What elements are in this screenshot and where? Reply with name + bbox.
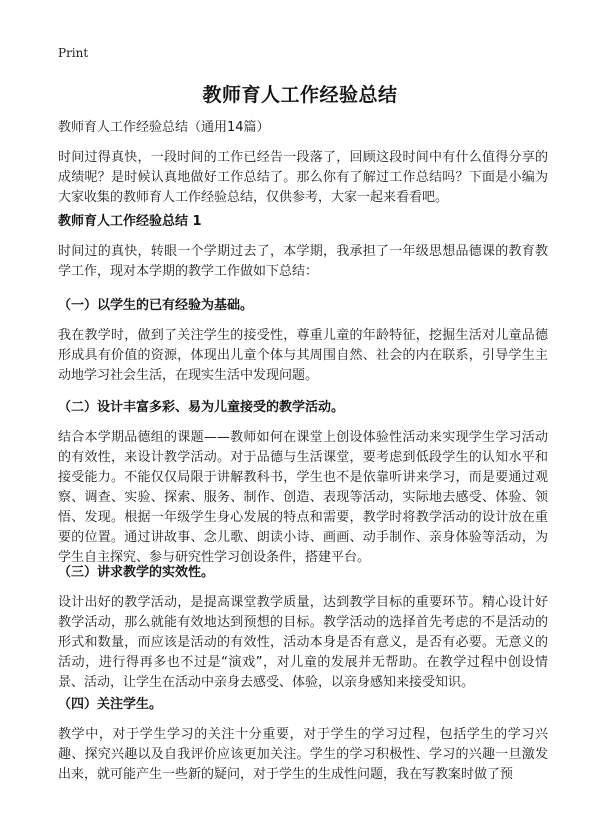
point-paragraph: 结合本学期品德组的课题——教师如何在课堂上创设体验性活动来实现学生学习活动的有效性，来设计教学活动。对于品德与生活课堂，要考虑到低段学生的认知水平和接受能力。不能仅仅局限于讲解教科书，学生也不是依靠听讲来学习，而是要通过观察、调查、实验、探索、服务、制作、创造、表现等活动，实际地去感受、体验、领悟、发现。根据一年级学生身心发展的特点和需要，教学时将教学活动的设计放在重要的位置。通过讲故事、念儿歌、朗读小诗、画画、动手制作、亲身体验等活动，为学生自主探究、参与研究性学习创设条件，搭建平台。 — [58, 430, 548, 565]
point-heading: （一）以学生的已有经验为基础。 — [58, 298, 254, 313]
page-title: 教师育人工作经验总结 — [202, 84, 398, 106]
point-heading: （三）讲求教学的实效性。 — [58, 565, 215, 580]
intro-paragraph: 时间过得真快，一段时间的工作已经告一段落了，回顾这段时间中有什么值得分享的成绩呢？是时候认真地做好工作总结了。那么你有了解过工作总结吗？下面是小编为大家收集的教师育人工作经验总结，仅供参考，大家一起来看看吧。 — [58, 150, 548, 205]
point-paragraph: 设计出好的教学活动，是提高课堂教学质量，达到教学目标的重要环节。精心设计好教学活动，那么就能有效地达到预想的目标。教学活动的选择首先考虑的不是活动的形式和数量，而应该是活动的有效性，活动本身是否有意义，是否有必要。无意义的活动，进行得再多也不过是“演戏”，对儿童的发展并无帮助。在教学过程中创设情景、活动，让学生在活动中亲身去感受、体验，以亲身感知来接受知识。 — [58, 595, 548, 690]
point-heading: （四）关注学生。 — [58, 697, 163, 712]
point-heading: （二）设计丰富多彩、易为儿童接受的教学活动。 — [58, 400, 345, 415]
document-subtitle: 教师育人工作经验总结（通用14篇） — [58, 120, 270, 135]
print-link[interactable]: Print — [58, 46, 89, 60]
section-heading: 教师育人工作经验总结 1 — [58, 214, 202, 229]
point-paragraph: 教学中，对于学生学习的关注十分重要，对于学生的学习过程，包括学生的学习兴趣、探究兴趣以及自我评价应该更加关注。学生的学习积极性、学习的兴趣一旦激发出来，就可能产生一些新的疑问，对于学生的生成性问题，我在写教案时做了预 — [58, 727, 548, 782]
point-paragraph: 我在教学时，做到了关注学生的接受性，尊重儿童的年龄特征，挖掘生活对儿童品德形成具有价值的资源，体现出儿童个体与其周围自然、社会的内在联系，引导学生主动地学习社会生活，在现实生活中发现问题。 — [58, 328, 548, 383]
section-intro-paragraph: 时间过的真快，转眼一个学期过去了，本学期，我承担了一年级思想品德课的教育教学工作，现对本学期的教学工作做如下总结： — [58, 244, 548, 279]
